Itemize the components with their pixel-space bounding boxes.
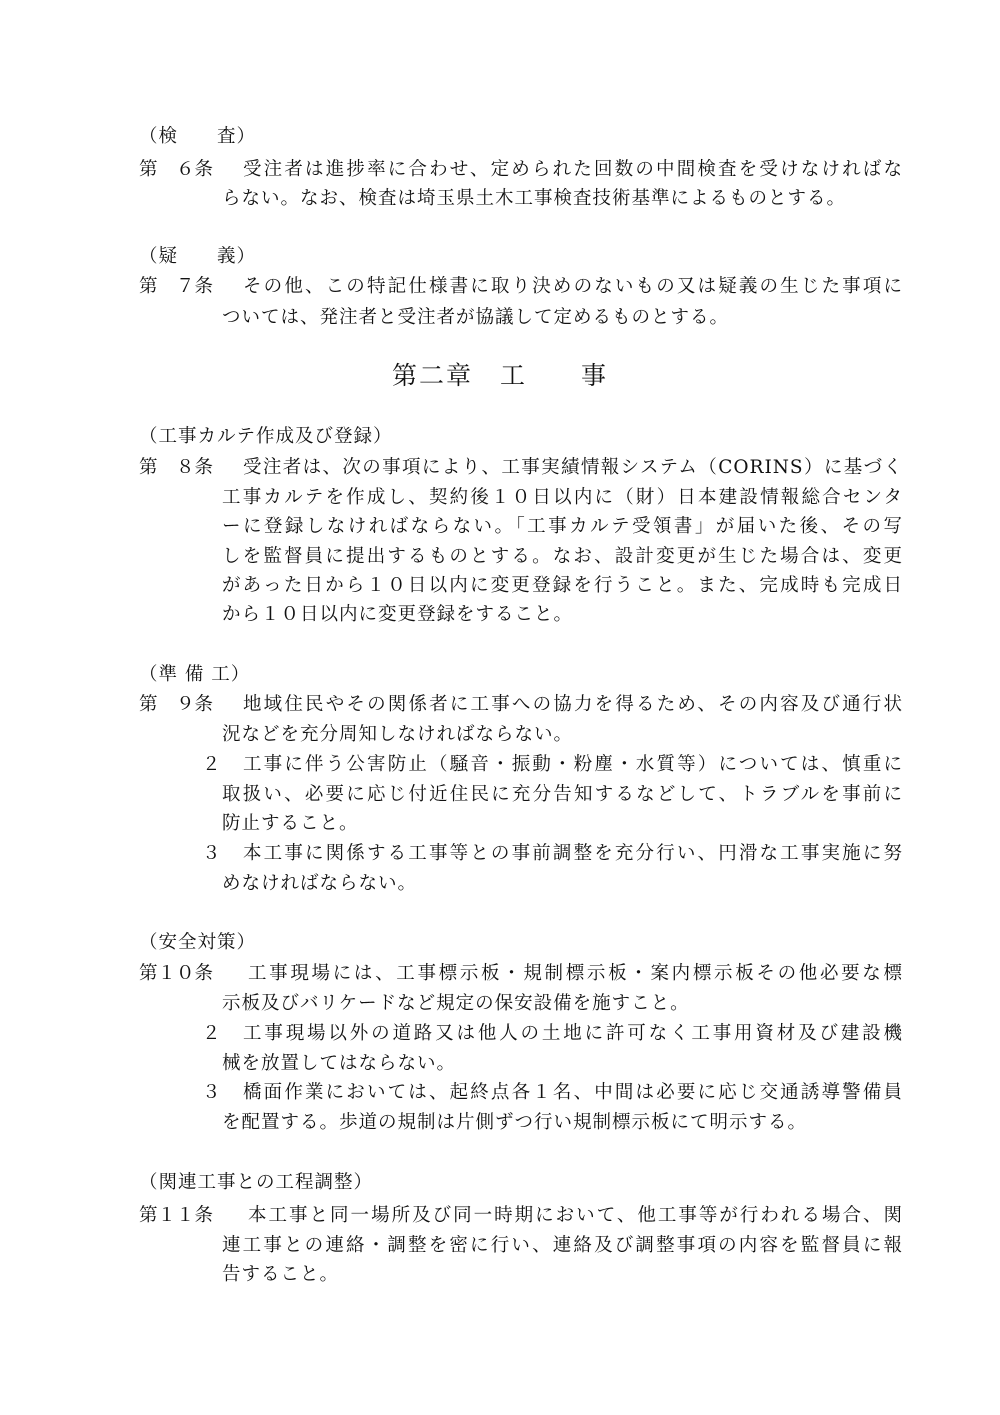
article-9-item-line: 工事に伴う公害防止（騒音・振動・粉塵・水質等）については、慎重に bbox=[243, 754, 903, 775]
article-8-line: 受注者は、次の事項により、工事実績情報システム（CORINS）に基づく bbox=[243, 457, 903, 478]
article-7-line: その他、この特記仕様書に取り決めのないもの又は疑義の生じた事項に bbox=[243, 276, 903, 297]
article-9-line: 地域住民やその関係者に工事への協力を得るため、その内容及び通行状 bbox=[243, 694, 903, 715]
article-8-line: 工事カルテを作成し、契約後１０日以内に（財）日本建設情報総合センタ bbox=[222, 487, 903, 508]
article-9-item-line: 防止すること。 bbox=[222, 813, 359, 834]
article-10-item-line: を配置する。歩道の規制は片側ずつ行い規制標示板にて明示する。 bbox=[222, 1112, 808, 1133]
article-10-number: 第１０条 bbox=[139, 963, 214, 984]
article-10-item-line: 械を放置してはならない。 bbox=[222, 1053, 457, 1074]
article-9-item-number: ３ bbox=[202, 843, 221, 864]
article-7-number: 第 ７条 bbox=[139, 276, 214, 297]
article-7-line: ついては、発注者と受注者が協議して定めるものとする。 bbox=[222, 307, 730, 328]
article-10-item-line: 橋面作業においては、起終点各１名、中間は必要に応じ交通誘導警備員 bbox=[243, 1082, 903, 1103]
article-6-number: 第 ６条 bbox=[139, 159, 214, 180]
article-10-item-number: ３ bbox=[202, 1082, 221, 1103]
article-8-line: から１０日以内に変更登録をすること。 bbox=[222, 604, 574, 625]
article-7-heading: （疑 義） bbox=[139, 246, 257, 267]
article-9-item-line: めなければならない。 bbox=[222, 873, 418, 894]
article-10-item-number: ２ bbox=[202, 1023, 221, 1044]
article-9-line: 況などを充分周知しなければならない。 bbox=[222, 724, 574, 745]
article-9-item-line: 本工事に関係する工事等との事前調整を充分行い、円滑な工事実施に努 bbox=[243, 843, 903, 864]
article-10-line: 示板及びバリケードなど規定の保安設備を施すこと。 bbox=[222, 993, 690, 1014]
article-8-heading: （工事カルテ作成及び登録） bbox=[139, 426, 393, 447]
chapter-title: 第二章 工 事 bbox=[391, 361, 608, 390]
article-11-line: 本工事と同一場所及び同一時期において、他工事等が行われる場合、関 bbox=[248, 1205, 903, 1226]
article-8-line: ーに登録しなければならない。「工事カルテ受領書」が届いた後、その写 bbox=[222, 516, 903, 537]
article-6-line: らない。なお、検査は埼玉県土木工事検査技術基準によるものとする。 bbox=[222, 188, 847, 209]
article-10-heading: （安全対策） bbox=[139, 932, 257, 953]
article-9-item-number: ２ bbox=[202, 754, 221, 775]
article-11-heading: （関連工事との工程調整） bbox=[139, 1172, 374, 1193]
article-10-line: 工事現場には、工事標示板・規制標示板・案内標示板その他必要な標 bbox=[248, 963, 903, 984]
article-11-line: 告すること。 bbox=[222, 1264, 340, 1285]
article-11-number: 第１１条 bbox=[139, 1205, 214, 1226]
article-6-heading: （検 査） bbox=[139, 126, 257, 147]
article-8-line: しを監督員に提出するものとする。なお、設計変更が生じた場合は、変更 bbox=[222, 546, 903, 567]
article-11-line: 連工事との連絡・調整を密に行い、連絡及び調整事項の内容を監督員に報 bbox=[222, 1235, 903, 1256]
article-9-number: 第 ９条 bbox=[139, 694, 214, 715]
article-9-heading: （準 備 工） bbox=[139, 664, 251, 685]
article-8-number: 第 ８条 bbox=[139, 457, 214, 478]
article-10-item-line: 工事現場以外の道路又は他人の土地に許可なく工事用資材及び建設機 bbox=[243, 1023, 903, 1044]
article-9-item-line: 取扱い、必要に応じ付近住民に充分告知するなどして、トラブルを事前に bbox=[222, 784, 903, 805]
article-8-line: があった日から１０日以内に変更登録を行うこと。また、完成時も完成日 bbox=[222, 575, 903, 596]
article-6-line: 受注者は進捗率に合わせ、定められた回数の中間検査を受けなければな bbox=[243, 159, 903, 180]
